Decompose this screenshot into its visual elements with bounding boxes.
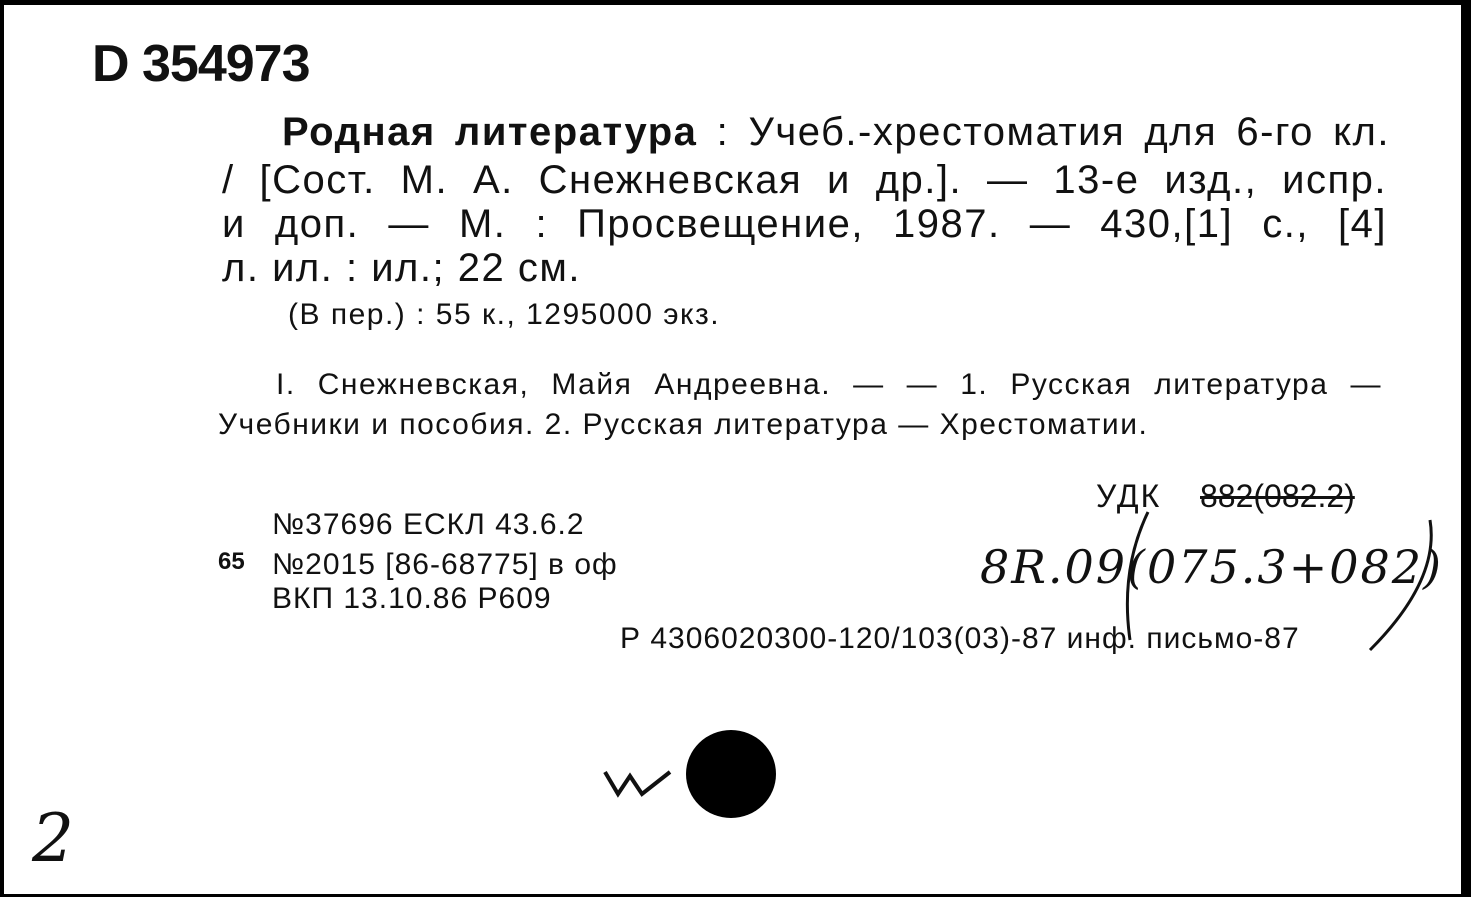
entry-line-2: / [Сост. М. А. Снежневская и др.]. — 13-е изд., испр. (222, 158, 1387, 202)
book-title: Родная литература (282, 110, 698, 154)
call-number: D 354973 (92, 35, 310, 93)
udk-label: УДК (1096, 478, 1162, 514)
card-border-top (0, 0, 1471, 5)
entry-line-1 (282, 110, 1390, 155)
publisher-code-line: Р 4306020300-120/103(03)-87 инф. письмо-87 (620, 622, 1300, 655)
tech-line-number: 65 (218, 548, 245, 575)
udk-handwritten-code: 8R.09(075.3+082) (980, 540, 1443, 594)
card-border-left (0, 0, 4, 897)
handwritten-bracket (1100, 500, 1440, 660)
entry-line-3: и доп. — М. : Просвещение, 1987. — 430,[1] с., [4] (222, 202, 1387, 246)
entry-line-4: л. ил. : ил.; 22 см. (222, 246, 581, 290)
tech-line-2: №2015 [86-68775] в оф (272, 548, 618, 581)
price-and-print-run: (В пер.) : 55 к., 1295000 экз. (288, 298, 721, 331)
entry-line-1-rest: : Учеб.-хрестоматия для 6-го кл. (697, 110, 1391, 154)
subject-line-1: I. Снежневская, Майя Андреевна. — — 1. Русская литература — (276, 368, 1382, 401)
card-border-right (1461, 0, 1471, 897)
handwritten-squiggle (600, 764, 680, 804)
punch-hole (686, 730, 776, 818)
subject-line-2: Учебники и пособия. 2. Русская литература — Хрестоматии. (218, 408, 1149, 441)
tech-line-1: №37696 ЕСКЛ 43.6.2 (272, 508, 585, 541)
tech-line-3: ВКП 13.10.86 Р609 (272, 582, 552, 615)
udk-old-code: 882(082.2) (1200, 478, 1355, 514)
handwritten-number-mark: 2 (32, 800, 74, 877)
